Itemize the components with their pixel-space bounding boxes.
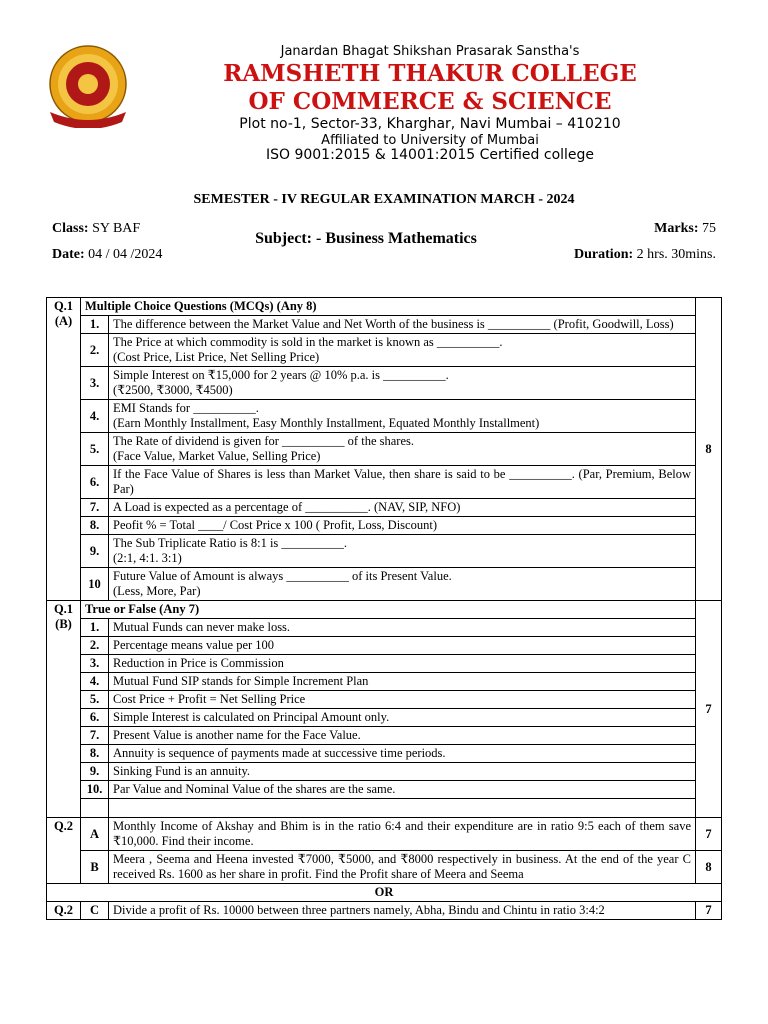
class-label: Class: <box>52 221 89 236</box>
question-text: Sinking Fund is an annuity. <box>109 763 696 781</box>
college-name-line1: RAMSHETH THAKUR COLLEGE <box>223 60 637 87</box>
question-text <box>109 499 696 517</box>
exam-title: SEMESTER - IV REGULAR EXAMINATION MARCH - 2024 <box>193 192 575 207</box>
question-number: 6. <box>81 466 109 499</box>
question-text: Meera , Seema and Heena invested ₹7000, ₹5000, and ₹8000 respectively in business. At the end of the year C received Rs. 1600 as her share in profit. Find the Profit share of Meera and Seema <box>109 851 696 884</box>
question-stem: A Load is expected as a percentage of __________. (NAV, SIP, NFO) <box>113 500 461 514</box>
question-text <box>109 400 696 433</box>
q2-label: Q.2 <box>47 818 81 884</box>
class-value: SY BAF <box>92 221 141 236</box>
q1b-marks: 7 <box>696 601 722 818</box>
question-text: Monthly Income of Akshay and Bhim is in the ratio 6:4 and their expenditure are in ratio 9:5 each of them save ₹10,000. Find their income. <box>109 818 696 851</box>
question-stem: The Sub Triplicate Ratio is 8:1 is __________. <box>113 536 348 550</box>
q1a-row <box>47 367 722 400</box>
date-info <box>52 247 162 263</box>
q1b-row <box>47 781 722 799</box>
q1b-row <box>47 727 722 745</box>
marks-value: 75 <box>702 221 716 236</box>
question-text: Reduction in Price is Commission <box>109 655 696 673</box>
q1a-marks: 8 <box>696 298 722 601</box>
q1b-row <box>47 673 722 691</box>
question-text <box>109 568 696 601</box>
q1a-row <box>47 517 722 535</box>
question-stem: Simple Interest on ₹15,000 for 2 years @ 10% p.a. is __________. <box>113 368 449 382</box>
q2-row <box>47 818 722 851</box>
question-number: 3. <box>81 367 109 400</box>
q1b-heading: True or False (Any 7) <box>81 601 696 619</box>
question-text <box>109 334 696 367</box>
question-text: Cost Price + Profit = Net Selling Price <box>109 691 696 709</box>
duration-value: 2 hrs. 30mins. <box>636 247 716 262</box>
question-marks: 7 <box>696 818 722 851</box>
question-number: 9. <box>81 535 109 568</box>
q1b-label: Q.1 (B) <box>47 601 81 818</box>
question-text <box>109 466 696 499</box>
question-text <box>109 433 696 466</box>
date-label: Date: <box>52 247 85 262</box>
question-options: (Cost Price, List Price, Net Selling Price) <box>113 350 320 364</box>
marks-label: Marks: <box>654 221 699 236</box>
q2-alt-row <box>47 902 722 920</box>
question-text: Mutual Funds can never make loss. <box>109 619 696 637</box>
question-stem: Future Value of Amount is always __________ of its Present Value. <box>113 569 452 583</box>
q1b-row <box>47 763 722 781</box>
question-stem: The Price at which commodity is sold in the market is known as __________. <box>113 335 503 349</box>
q1a-row <box>47 433 722 466</box>
question-number: 2. <box>81 637 109 655</box>
question-text: Simple Interest is calculated on Principal Amount only. <box>109 709 696 727</box>
question-number: 6. <box>81 709 109 727</box>
question-number: 7. <box>81 499 109 517</box>
q1b-heading-row <box>47 601 722 619</box>
question-options: (Face Value, Market Value, Selling Price) <box>113 449 321 463</box>
question-text <box>109 517 696 535</box>
question-stem: EMI Stands for __________. <box>113 401 259 415</box>
or-separator: OR <box>47 884 722 902</box>
certification: ISO 9001:2015 & 14001:2015 Certified college <box>265 147 595 163</box>
question-text: Annuity is sequence of payments made at successive time periods. <box>109 745 696 763</box>
question-number: C <box>81 902 109 920</box>
question-text <box>109 316 696 334</box>
q1b-row <box>47 709 722 727</box>
q1b-row <box>47 745 722 763</box>
question-text: Par Value and Nominal Value of the shares are the same. <box>109 781 696 799</box>
marks-info <box>654 221 716 237</box>
question-options: (₹2500, ₹3000, ₹4500) <box>113 383 233 397</box>
question-text: Divide a profit of Rs. 10000 between three partners namely, Abha, Bindu and Chintu in ratio 3:4:2 <box>109 902 696 920</box>
q1a-row <box>47 400 722 433</box>
spacer-cell <box>81 799 109 818</box>
question-stem: If the Face Value of Shares is less than Market Value, then share is said to be __________. (Par, Premium, Below Par) <box>113 467 691 496</box>
q1a-row <box>47 334 722 367</box>
q1a-row <box>47 535 722 568</box>
q1a-heading: Multiple Choice Questions (MCQs) (Any 8) <box>81 298 696 316</box>
question-text <box>109 535 696 568</box>
question-options: (Earn Monthly Installment, Easy Monthly Installment, Equated Monthly Installment) <box>113 416 540 430</box>
duration-label: Duration: <box>574 247 634 262</box>
question-number: B <box>81 851 109 884</box>
subject-title: Subject: - Business Mathematics <box>255 230 477 247</box>
question-text: Percentage means value per 100 <box>109 637 696 655</box>
q1b-row <box>47 655 722 673</box>
q1b-row <box>47 691 722 709</box>
question-marks: 7 <box>696 902 722 920</box>
duration-info <box>574 247 716 263</box>
question-text: Present Value is another name for the Face Value. <box>109 727 696 745</box>
question-marks: 8 <box>696 851 722 884</box>
question-options: (2:1, 4:1. 3:1) <box>113 551 182 565</box>
question-number: 8. <box>81 517 109 535</box>
q1b-row <box>47 637 722 655</box>
question-number: 7. <box>81 727 109 745</box>
or-row <box>47 884 722 902</box>
spacer-cell <box>109 799 696 818</box>
q1a-heading-row <box>47 298 722 316</box>
q2-row <box>47 851 722 884</box>
q1a-label: Q.1 (A) <box>47 298 81 601</box>
question-options: (Less, More, Par) <box>113 584 201 598</box>
question-number: 3. <box>81 655 109 673</box>
question-number: 1. <box>81 316 109 334</box>
question-number: 10. <box>81 781 109 799</box>
q1a-row <box>47 568 722 601</box>
question-number: 9. <box>81 763 109 781</box>
question-number: 4. <box>81 673 109 691</box>
q1a-row <box>47 466 722 499</box>
question-table <box>46 297 722 920</box>
question-stem: The Rate of dividend is given for __________ of the shares. <box>113 434 414 448</box>
question-number: 1. <box>81 619 109 637</box>
college-name-line2: OF COMMERCE & SCIENCE <box>248 88 612 115</box>
question-text: Mutual Fund SIP stands for Simple Increment Plan <box>109 673 696 691</box>
q1a-row <box>47 499 722 517</box>
question-number: 5. <box>81 433 109 466</box>
society-name: Janardan Bhagat Shikshan Prasarak Sanstha's <box>280 44 580 59</box>
question-number: 4. <box>81 400 109 433</box>
affiliation: Affiliated to University of Mumbai <box>321 133 539 148</box>
question-text <box>109 367 696 400</box>
question-number: 5. <box>81 691 109 709</box>
question-stem: The difference between the Market Value and Net Worth of the business is __________ (Profit, Goodwill, Loss) <box>113 317 674 331</box>
question-stem: Peofit % = Total ____/ Cost Price x 100 ( Profit, Loss, Discount) <box>113 518 437 532</box>
spacer-row <box>47 799 722 818</box>
college-address: Plot no-1, Sector-33, Kharghar, Navi Mumbai – 410210 <box>239 116 621 132</box>
q1b-row <box>47 619 722 637</box>
question-number: 10 <box>81 568 109 601</box>
q1a-row <box>47 316 722 334</box>
question-number: 2. <box>81 334 109 367</box>
q2-alt-label: Q.2 <box>47 902 81 920</box>
college-logo <box>46 44 130 128</box>
date-value: 04 / 04 /2024 <box>88 247 163 262</box>
question-number: 8. <box>81 745 109 763</box>
question-number: A <box>81 818 109 851</box>
